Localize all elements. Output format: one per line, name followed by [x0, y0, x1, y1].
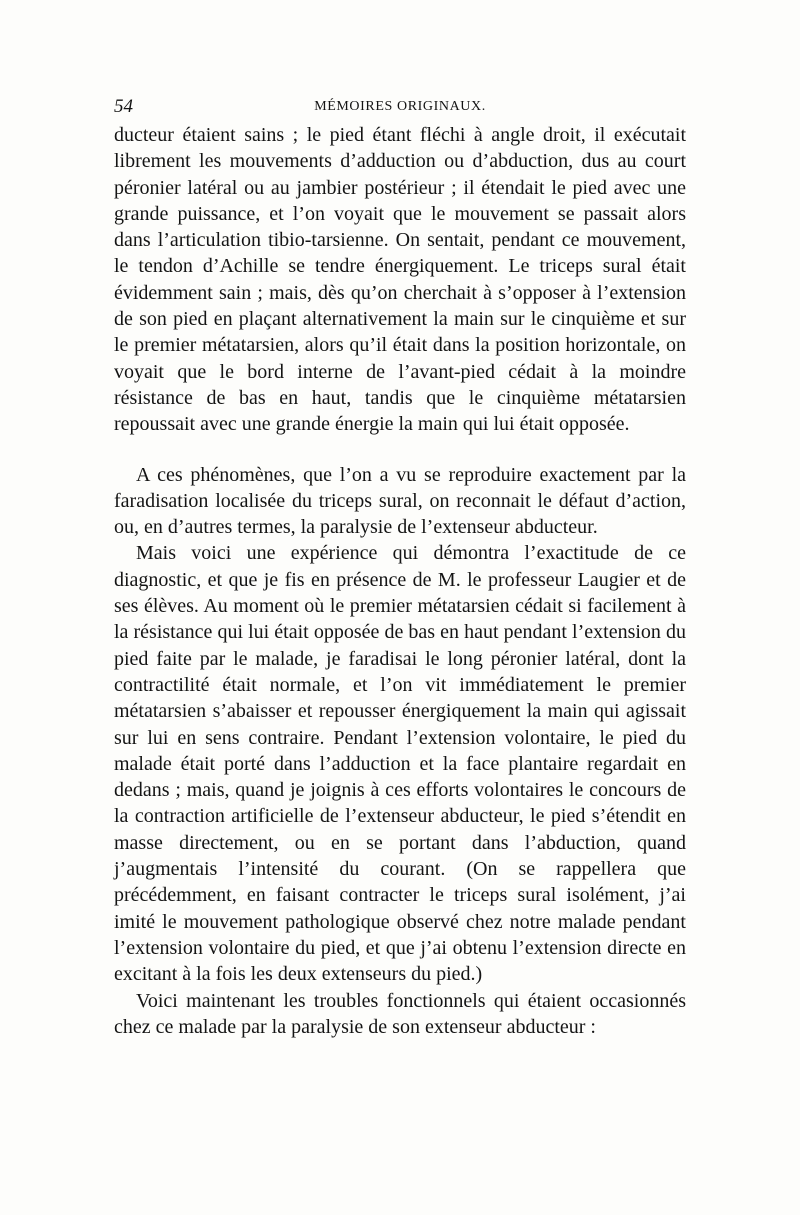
paragraph-experiment: Mais voici une expérience qui démontra l’exactitude de ce diagnostic, et que je fis en présence de M. le professeur Laugier et de ses élèves. Au moment où le premier métatarsien cédait si facilement à la résistance qui lui était opposée de bas en haut pendant l’extension du pied faite par le malade, je faradisai le long péronier latéral, dont la contractilité était normale, et l’on vit immédiatement le premier métatarsien s’abaisser et repousser énergiquement la main qui agissait sur lui en sens contraire. Pendant l’extension volontaire, le pied du malade était porté dans l’adduction et la face plantaire regardait en dedans ; mais, quand je joignis à ces efforts volontaires le concours de la contraction artificielle de l’extenseur abducteur, le pied s’étendit en masse directement, ou en se portant dans l’abduction, quand j’augmentais l’intensité du courant. (On se rappellera que précédemment, en faisant contracter le triceps sural isolément, j’ai imité le mouvement pathologique observé chez notre malade pendant l’extension volontaire du pied, et que j’ai obtenu l’extension directe en excitant à la fois les deux extenseurs du pied.)	[114, 542, 686, 986]
paragraph-troubles: Voici maintenant les troubles fonctionnels qui étaient occasionnés chez ce malade par la paralysie de son extenseur abducteur :	[114, 989, 686, 1038]
running-head	[114, 96, 686, 120]
body-text	[114, 122, 686, 1040]
paragraph-continued: ducteur étaient sains ; le pied étant fléchi à angle droit, il exécutait librement les mouvements d’adduction ou d’abduction, dus au court péronier latéral ou au jambier postérieur ; il étendait le pied avec une grande puissance, et l’on voyait que le mouvement se passait alors dans l’articulation tibio-tarsienne. On sentait, pendant ce mouvement, le tendon d’Achille se tendre énergiquement. Le triceps sural était évidemment sain ; mais, dès qu’on cherchait à s’opposer à l’extension de son pied en plaçant alternativement la main sur le cinquième et sur le premier métatarsien, alors qu’il était dans la position horizontale, on voyait que le bord interne de l’avant-pied cédait à la moindre résistance de bas en haut, tandis que le cinquième métatarsien repoussait avec une grande énergie la main qui lui était opposée.	[114, 124, 686, 436]
paragraph-phenomena: A ces phénomènes, que l’on a vu se reproduire exactement par la faradisation localisée du triceps sural, on reconnait le défaut d’action, ou, en d’autres termes, la paralysie de l’extenseur abducteur.	[114, 463, 686, 539]
running-title: MÉMOIRES ORIGINAUX.	[314, 99, 486, 114]
page-number: 54	[114, 96, 133, 117]
